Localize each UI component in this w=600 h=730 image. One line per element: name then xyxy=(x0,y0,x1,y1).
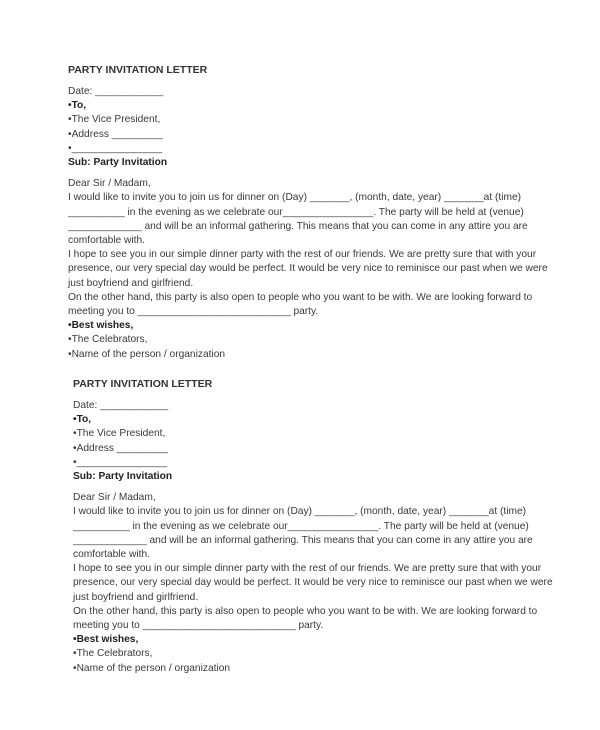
body-line: presence, our very special day would be perfect. It would be very nice to reminisce our past when we were xyxy=(68,263,548,275)
body-line: __________ in the evening as we celebrate our________________. The party will be held at (venue) xyxy=(68,206,524,218)
body-line: I would like to invite you to join us for dinner on (Day) _______, (month, date, year) _______at (time) xyxy=(73,506,527,518)
subject-line: Sub: Party Invitation xyxy=(68,157,168,169)
body-line: just boyfriend and girlfriend. xyxy=(68,277,194,289)
recipient-line: •The Vice President, xyxy=(73,428,166,440)
salutation: Dear Sir / Madam, xyxy=(73,492,156,504)
signature-line: •The Celebrators, xyxy=(73,648,153,660)
signature-name-line: •Name of the person / organization xyxy=(73,662,231,674)
body-line: comfortable with. xyxy=(73,549,151,561)
letter-block xyxy=(73,377,553,676)
body-line: I hope to see you in our simple dinner party with the rest of our friends. We are pretty sure that with your xyxy=(73,563,542,575)
closing-line: •Best wishes, xyxy=(68,320,134,332)
letter-body xyxy=(73,491,553,633)
address-line: •Address _________ xyxy=(68,128,163,140)
body-line: I would like to invite you to join us for dinner on (Day) _______, (month, date, year) _______at (time) xyxy=(68,192,522,204)
address-blank-line: •________________ xyxy=(68,142,163,154)
body-line: just boyfriend and girlfriend. xyxy=(73,591,199,603)
signature-line: •The Celebrators, xyxy=(68,334,148,346)
body-line: _____________ and will be an informal gathering. This means that you can come in any attire you are xyxy=(73,534,533,546)
body-line: _____________ and will be an informal gathering. This means that you can come in any attire you are xyxy=(68,220,528,232)
body-line: On the other hand, this party is also open to people who you want to be with. We are looking forward to xyxy=(73,605,538,617)
letter-block xyxy=(68,63,548,362)
date-line: Date: ____________ xyxy=(73,400,169,411)
closing-line: •Best wishes, xyxy=(73,634,139,646)
to-line: •To, xyxy=(68,100,87,112)
body-line: presence, our very special day would be perfect. It would be very nice to reminisce our past when we were xyxy=(73,577,553,589)
letter-header xyxy=(68,85,538,156)
date-line: Date: ____________ xyxy=(68,86,164,97)
body-line: __________ in the evening as we celebrate our________________. The party will be held at (venue) xyxy=(73,520,529,532)
letter-title: PARTY INVITATION LETTER xyxy=(68,64,208,76)
to-line: •To, xyxy=(73,414,92,426)
body-line: On the other hand, this party is also open to people who you want to be with. We are looking forward to xyxy=(68,291,533,303)
letter-title: PARTY INVITATION LETTER xyxy=(73,378,213,390)
body-line: meeting you to ___________________________ party. xyxy=(73,620,324,632)
subject-line: Sub: Party Invitation xyxy=(73,471,173,483)
body-line: I hope to see you in our simple dinner party with the rest of our friends. We are pretty sure that with your xyxy=(68,249,537,261)
address-blank-line: •________________ xyxy=(73,456,168,468)
body-line: comfortable with. xyxy=(68,235,146,247)
address-line: •Address _________ xyxy=(73,442,168,454)
body-line: meeting you to ___________________________ party. xyxy=(68,306,319,318)
letter-body xyxy=(68,177,548,319)
salutation: Dear Sir / Madam, xyxy=(68,178,151,190)
letter-header xyxy=(73,399,543,470)
recipient-line: •The Vice President, xyxy=(68,114,161,126)
signature-name-line: •Name of the person / organization xyxy=(68,348,226,360)
